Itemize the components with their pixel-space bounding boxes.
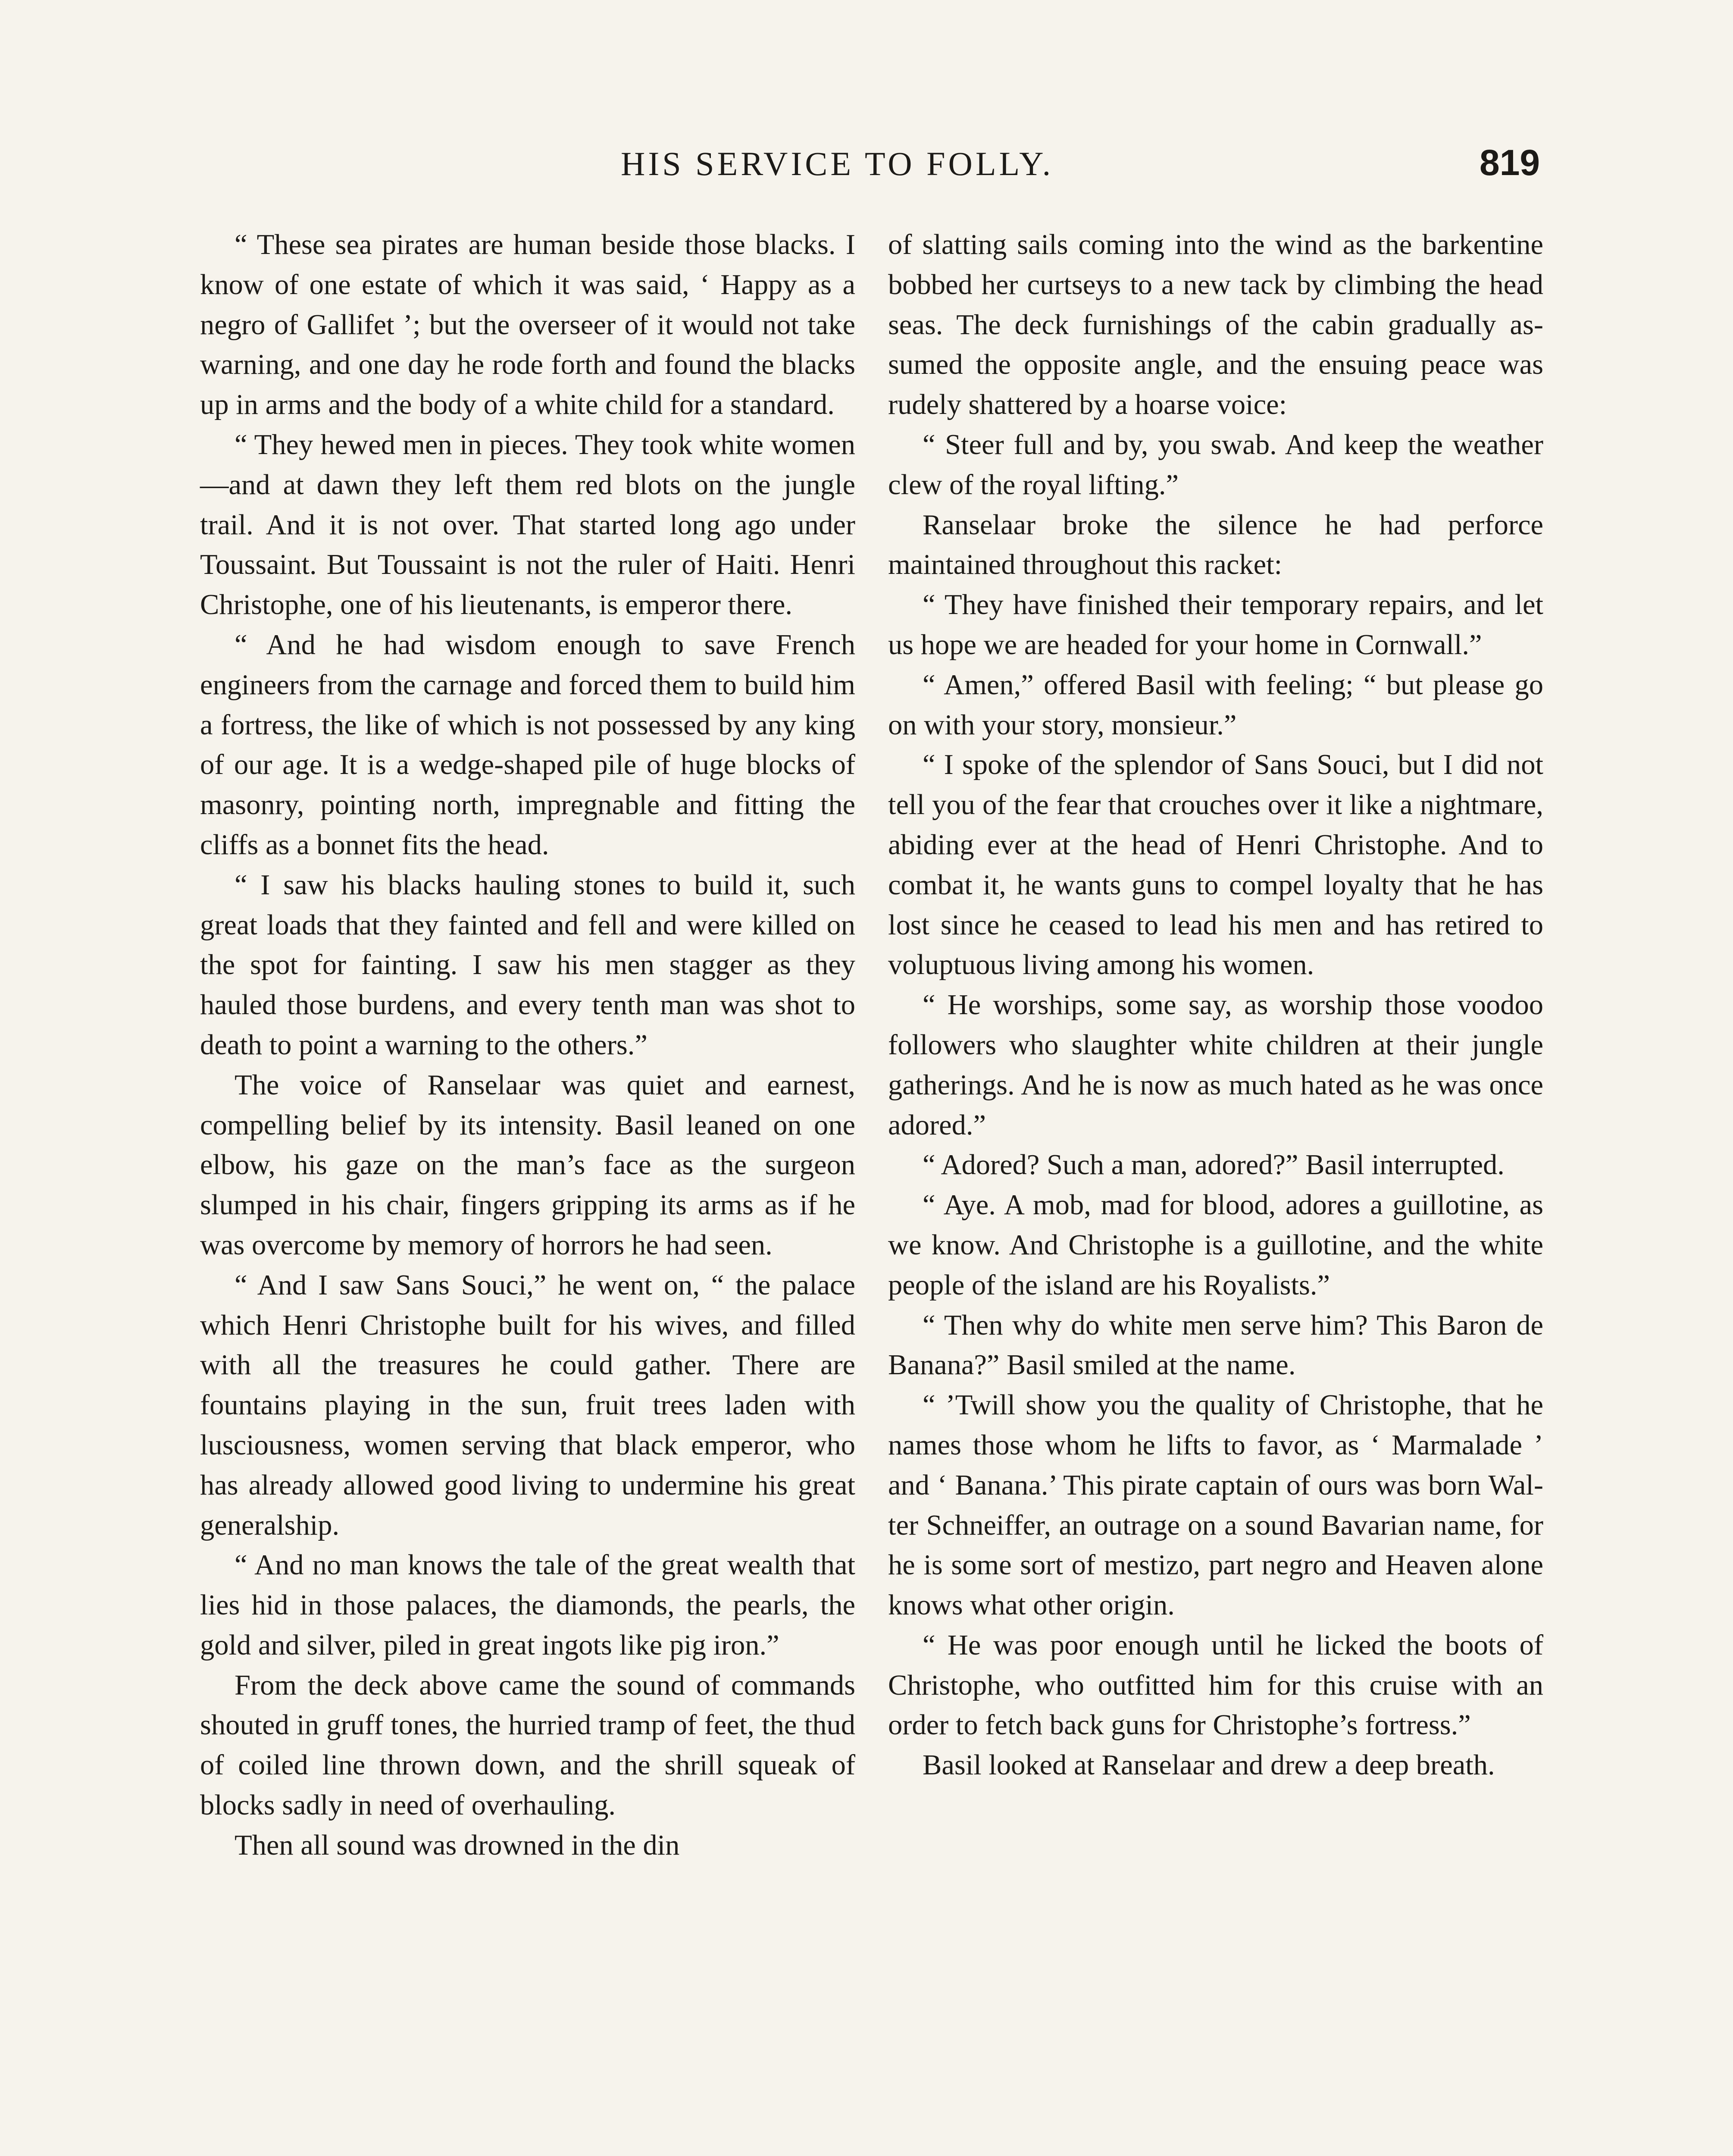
- paragraph: “ Adored? Such a man, adored?” Basil interrupted.: [923, 1149, 1505, 1181]
- paragraph: “ I saw his blacks hauling stones to build it, such great loads that they fainted and fell and were killed on the spot for fainting. I saw his men stagger as they hauled those burdens, and every tenth man was shot to death to point a warning to the others.”: [200, 869, 855, 1061]
- paragraph: “ Then why do white men serve him? This Baron de Banana?” Basil smiled at the name.: [888, 1309, 1543, 1381]
- right-column: [888, 225, 1543, 1786]
- paragraph: Then all sound was drowned in the din: [235, 1829, 680, 1861]
- paragraph: “ I spoke of the splendor of Sans Souci, but I did not tell you of the fear that crouches over it like a nightmare, abiding ever at the head of Henri Christophe. And to combat it, he wants guns to compel loyalty that he has lost since he ceased to lead his men and has retired to voluptuous living among his women.: [888, 749, 1543, 981]
- paragraph: The voice of Ranselaar was quiet and earnest, compelling belief by its intensity. Basil leaned on one elbow, his gaze on the man’s face as the surgeon slumped in his chair, fingers gripping its arms as if he was overcome by memory of horrors he had seen.: [200, 1069, 855, 1261]
- page-header: [0, 144, 1733, 192]
- page-number: 819: [1480, 142, 1540, 183]
- paragraph: “ Amen,” offered Basil with feeling; “ but please go on with your story, monsieur.”: [888, 669, 1543, 741]
- paragraph: “ They hewed men in pieces. They took white women—and at dawn they left them red blots on the jungle trail. And it is not over. That started long ago under Toussaint. But Toussaint is not the ruler of Haiti. Henri Christophe, one of his lieutenants, is emperor there.: [200, 429, 855, 621]
- paragraph: “ And no man knows the tale of the great wealth that lies hid in those palaces, the diamonds, the pearls, the gold and silver, piled in great ingots like pig iron.”: [200, 1549, 855, 1661]
- paragraph: “ They have finished their temporary repairs, and let us hope we are headed for your home in Cornwall.”: [888, 589, 1543, 661]
- paragraph: “ These sea pirates are human beside those blacks. I know of one estate of which it was said, ‘ Happy as a negro of Gallifet ’; but the overseer of it would not take warning, and one day he rode forth and found the blacks up in arms and the body of a white child for a standard.: [200, 229, 855, 421]
- paragraph: “ And I saw Sans Souci,” he went on, “ the palace which Henri Christophe built for his wives, and filled with all the treasures he could gather. There are fountains playing in the sun, fruit trees laden with lusciousness, women serving that black emperor, who has already allowed good living to undermine his great generalship.: [200, 1269, 855, 1541]
- paragraph: “ And he had wisdom enough to save French engineers from the carnage and forced them to build him a fortress, the like of which is not possessed by any king of our age. It is a wedge-shaped pile of huge blocks of masonry, pointing north, impregnable and fitting the cliffs as a bonnet fits the head.: [200, 629, 855, 861]
- left-column: [200, 225, 855, 1866]
- paragraph: Ranselaar broke the silence he had perforce maintained throughout this racket:: [888, 509, 1543, 581]
- paragraph: “ ’Twill show you the quality of Christophe, that he names those whom he lifts to favor, as ‘ Marmalade ’ and ‘ Banana.’ This pirate captain of ours was born Walter Schneiffer, an outrage on a sound Bavarian name, for he is some sort of mestizo, part negro and Heaven alone knows what other origin.: [888, 1389, 1543, 1621]
- paragraph: “ Aye. A mob, mad for blood, adores a guillotine, as we know. And Christophe is a guillotine, and the white people of the island are his Royalists.”: [888, 1189, 1543, 1301]
- paragraph: Basil looked at Ranselaar and drew a deep breath.: [923, 1749, 1495, 1781]
- paragraph: From the deck above came the sound of commands shouted in gruff tones, the hurried tramp of feet, the thud of coiled line thrown down, and the shrill squeak of blocks sadly in need of overhauling.: [200, 1669, 855, 1821]
- running-title: HIS SERVICE TO FOLLY.: [621, 145, 1054, 182]
- paragraph: “ He worships, some say, as worship those voodoo followers who slaughter white children at their jungle gatherings. And he is now as much hated as he was once adored.”: [888, 989, 1543, 1141]
- paragraph-continued: of slatting sails coming into the wind as the barkentine bobbed her curtseys to a new tack by climbing the head seas. The deck furnishings of the cabin gradually assumed the opposite angle, and the ensuing peace was rudely shattered by a hoarse voice:: [888, 229, 1543, 421]
- paragraph: “ He was poor enough until he licked the boots of Christophe, who outfitted him for this cruise with an order to fetch back guns for Christophe’s fortress.”: [888, 1629, 1543, 1741]
- paragraph: “ Steer full and by, you swab. And keep the weather clew of the royal lifting.”: [888, 429, 1543, 501]
